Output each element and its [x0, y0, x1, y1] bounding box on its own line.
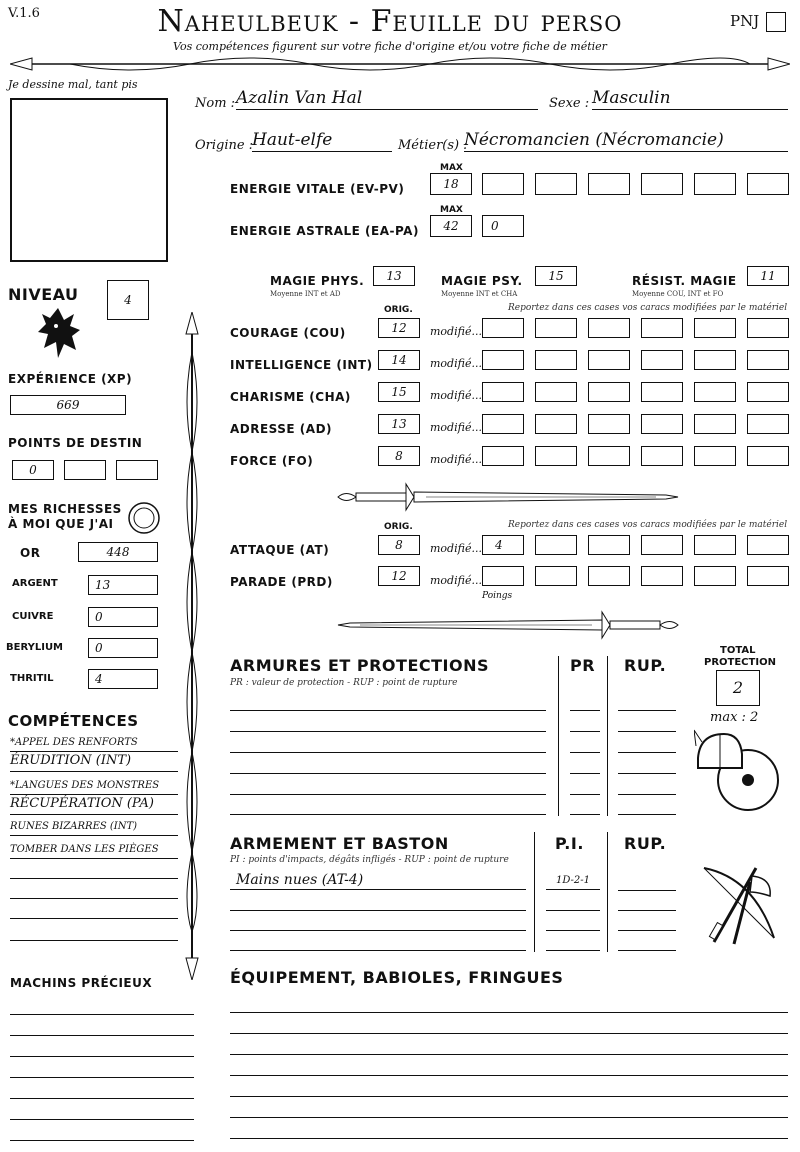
berylium-label: BERYLIUM	[6, 642, 64, 653]
helmet-shield-icon	[694, 728, 780, 814]
weapon-name-line[interactable]	[230, 950, 526, 951]
portrait-caption: Je dessine mal, tant pis	[8, 78, 138, 91]
destin-box[interactable]	[64, 460, 106, 480]
destin-label: POINTS DE DESTIN	[8, 436, 143, 450]
armure-name-line[interactable]	[230, 752, 546, 753]
cuivre-box[interactable]: 0	[88, 607, 158, 627]
carac-mod-box[interactable]	[535, 350, 577, 370]
resist-magie-note: Moyenne COU, INT et FO	[632, 290, 724, 298]
at-orig-box[interactable]: 8	[378, 535, 420, 555]
machin-line[interactable]	[10, 1119, 194, 1120]
nom-label: Nom :	[195, 96, 236, 111]
page-subtitle: Vos compétences figurent sur votre fiche d'origine et/ou votre fiche de métier	[173, 40, 607, 53]
armures-label: ARMURES ET PROTECTIONS	[230, 656, 489, 675]
resist-magie-label: RÉSIST. MAGIE	[632, 274, 737, 288]
ev-box[interactable]	[588, 173, 630, 195]
prd-mod-box[interactable]	[482, 566, 524, 586]
carac-label: COURAGE (COU)	[230, 326, 346, 340]
portrait-box[interactable]	[10, 98, 168, 262]
caracs-orig-label: ORIG.	[384, 305, 413, 315]
armures-divider	[607, 656, 608, 816]
armure-pr-line[interactable]	[570, 814, 600, 815]
niveau-label: NIVEAU	[8, 285, 79, 304]
armure-rup-line[interactable]	[618, 710, 676, 711]
carac-mod-box[interactable]	[588, 350, 630, 370]
poings-label: Poings	[482, 591, 513, 601]
ea-current-box[interactable]: 0	[482, 215, 524, 237]
armure-rup-line[interactable]	[618, 794, 676, 795]
carac-mod-box[interactable]	[535, 318, 577, 338]
ev-max-box[interactable]: 18	[430, 173, 472, 195]
machin-line[interactable]	[10, 1035, 194, 1036]
ev-max-label: MAX	[440, 163, 463, 173]
carac-mod-box[interactable]	[482, 350, 524, 370]
armures-note: PR : valeur de protection - RUP : point de rupture	[230, 678, 458, 688]
carac-orig-box[interactable]: 8	[378, 446, 420, 466]
prd-orig-box[interactable]: 12	[378, 566, 420, 586]
carac-mod-box[interactable]	[641, 446, 683, 466]
carac-mod-box[interactable]	[535, 446, 577, 466]
spear-divider-icon	[10, 52, 790, 80]
equipement-line[interactable]	[230, 1033, 788, 1034]
equipement-line[interactable]	[230, 1117, 788, 1118]
competence-item[interactable]: RÉCUPÉRATION (PA)	[10, 796, 178, 815]
magie-phys-note: Moyenne INT et AD	[270, 290, 341, 298]
armure-rup-line[interactable]	[618, 814, 676, 815]
ev-box[interactable]	[482, 173, 524, 195]
armure-name-line[interactable]	[230, 773, 546, 774]
at-mod-box[interactable]	[694, 535, 736, 555]
prd-mod-box[interactable]	[694, 566, 736, 586]
armures-divider	[558, 656, 559, 816]
competence-item[interactable]: *LANGUES DES MONSTRES	[10, 780, 178, 795]
competence-line[interactable]	[10, 878, 178, 879]
sexe-label: Sexe :	[549, 96, 590, 111]
carac-mod-box[interactable]	[535, 414, 577, 434]
carac-label: FORCE (FO)	[230, 454, 314, 468]
machin-line[interactable]	[10, 1098, 194, 1099]
at-mod-box[interactable]	[535, 535, 577, 555]
ev-box[interactable]	[641, 173, 683, 195]
ea-label: ENERGIE ASTRALE (EA-PA)	[230, 224, 419, 238]
ea-max-label: MAX	[440, 205, 463, 215]
competence-line[interactable]	[10, 898, 178, 899]
richesses-label-2: À MOI QUE J'AI	[8, 517, 114, 531]
ev-box[interactable]	[747, 173, 789, 195]
carac-mod-box[interactable]	[482, 318, 524, 338]
prd-mod-box[interactable]	[747, 566, 789, 586]
weapon-pi-line[interactable]	[546, 930, 600, 931]
carac-mod-box[interactable]	[694, 446, 736, 466]
at-label: ATTAQUE (AT)	[230, 543, 330, 557]
combat-orig-label: ORIG.	[384, 522, 413, 532]
carac-modifie-label: modifié...	[430, 357, 482, 370]
carac-mod-box[interactable]	[747, 382, 789, 402]
carac-modifie-label: modifié...	[430, 421, 482, 434]
carac-mod-box[interactable]	[482, 414, 524, 434]
competence-item[interactable]: ÉRUDITION (INT)	[10, 753, 178, 772]
at-mod-box[interactable]	[588, 535, 630, 555]
thritil-box[interactable]: 4	[88, 669, 158, 689]
armement-divider	[607, 832, 608, 952]
weapons-icon	[694, 858, 784, 950]
caracs-note: Reportez dans ces cases vos caracs modifiées par le matériel	[508, 303, 788, 313]
carac-mod-box[interactable]	[588, 382, 630, 402]
armure-name-line[interactable]	[230, 731, 546, 732]
weapon-pi-line[interactable]	[546, 910, 600, 911]
competence-line[interactable]	[10, 940, 178, 941]
page-title: Naheulbeuk - Feuille du perso	[157, 4, 623, 39]
carac-mod-box[interactable]	[482, 446, 524, 466]
version-label: V.1.6	[8, 6, 40, 21]
armure-pr-line[interactable]	[570, 752, 600, 753]
pnj-checkbox[interactable]	[766, 12, 786, 32]
carac-mod-box[interactable]	[641, 350, 683, 370]
weapon-field[interactable]: Mains nues (AT-4)	[230, 872, 526, 890]
machin-line[interactable]	[10, 1056, 194, 1057]
carac-mod-box[interactable]	[641, 382, 683, 402]
thritil-label: THRITIL	[10, 673, 54, 684]
cuivre-label: CUIVRE	[12, 611, 54, 622]
carac-mod-box[interactable]	[535, 382, 577, 402]
magie-psy-label: MAGIE PSY.	[441, 274, 523, 288]
weapon-name-line[interactable]	[230, 930, 526, 931]
magie-phys-box[interactable]: 13	[373, 266, 415, 286]
niveau-box[interactable]: 4	[107, 280, 149, 320]
armure-name-line[interactable]	[230, 794, 546, 795]
carac-mod-box[interactable]	[482, 382, 524, 402]
carac-mod-box[interactable]	[641, 318, 683, 338]
carac-orig-box[interactable]: 13	[378, 414, 420, 434]
magie-psy-note: Moyenne INT et CHA	[441, 290, 518, 298]
argent-label: ARGENT	[12, 578, 58, 589]
coin-icon	[126, 500, 162, 536]
berylium-box[interactable]: 0	[88, 638, 158, 658]
carac-mod-box[interactable]	[694, 350, 736, 370]
prd-mod-box[interactable]	[641, 566, 683, 586]
armure-rup-line[interactable]	[618, 752, 676, 753]
sexe-field[interactable]: Masculin	[592, 88, 788, 110]
armure-rup-line[interactable]	[618, 731, 676, 732]
carac-mod-box[interactable]	[588, 318, 630, 338]
xp-box[interactable]: 669	[10, 395, 126, 415]
armure-name-line[interactable]	[230, 710, 546, 711]
armure-pr-line[interactable]	[570, 710, 600, 711]
machin-line[interactable]	[10, 1077, 194, 1078]
weapon-rup-field[interactable]	[618, 890, 676, 891]
total-protection-label: TOTAL	[720, 645, 756, 656]
machins-label: MACHINS PRÉCIEUX	[10, 976, 153, 990]
dragon-icon	[32, 304, 84, 362]
armures-rup-label: RUP.	[624, 656, 667, 675]
metier-label: Métier(s) :	[398, 138, 468, 153]
prd-modifie-label: modifié...	[430, 574, 482, 587]
armure-pr-line[interactable]	[570, 794, 600, 795]
carac-mod-box[interactable]	[747, 350, 789, 370]
max-protection-label: max : 2	[710, 710, 759, 725]
armement-divider	[534, 832, 535, 952]
equipement-line[interactable]	[230, 1138, 788, 1139]
at-modifie-label: modifié...	[430, 542, 482, 555]
carac-mod-box[interactable]	[641, 414, 683, 434]
weapon-pi-field[interactable]: 1D-2-1	[546, 872, 600, 890]
carac-mod-box[interactable]	[694, 414, 736, 434]
carac-label: ADRESSE (AD)	[230, 422, 333, 436]
magie-phys-label: MAGIE PHYS.	[270, 274, 365, 288]
carac-label: INTELLIGENCE (INT)	[230, 358, 373, 372]
weapon-rup-line[interactable]	[618, 910, 676, 911]
carac-orig-box[interactable]: 14	[378, 350, 420, 370]
ev-box[interactable]	[535, 173, 577, 195]
carac-mod-box[interactable]	[588, 446, 630, 466]
prd-mod-box[interactable]	[588, 566, 630, 586]
carac-label: CHARISME (CHA)	[230, 390, 351, 404]
equipement-line[interactable]	[230, 1012, 788, 1013]
pr-label: PR	[570, 656, 596, 675]
competence-line[interactable]	[10, 918, 178, 919]
origine-label: Origine :	[195, 138, 254, 153]
pnj-label: PNJ	[730, 12, 760, 30]
carac-mod-box[interactable]	[747, 414, 789, 434]
total-protection-label-2: PROTECTION	[704, 657, 776, 668]
equipement-line[interactable]	[230, 1075, 788, 1076]
richesses-label: MES RICHESSES	[8, 502, 122, 516]
machin-line[interactable]	[10, 1140, 194, 1141]
weapon-rup-line[interactable]	[618, 950, 676, 951]
competence-item[interactable]: *APPEL DES RENFORTS	[10, 737, 178, 752]
weapon-rup-line[interactable]	[618, 930, 676, 931]
armement-rup-label: RUP.	[624, 834, 667, 853]
carac-mod-box[interactable]	[747, 318, 789, 338]
equipement-label: ÉQUIPEMENT, BABIOLES, FRINGUES	[230, 968, 564, 987]
carac-mod-box[interactable]	[747, 446, 789, 466]
ev-box[interactable]	[694, 173, 736, 195]
prd-mod-box[interactable]	[535, 566, 577, 586]
carac-orig-box[interactable]: 12	[378, 318, 420, 338]
carac-orig-box[interactable]: 15	[378, 382, 420, 402]
competence-item[interactable]: TOMBER DANS LES PIÈGES	[10, 844, 178, 859]
at-mod-box[interactable]	[747, 535, 789, 555]
machin-line[interactable]	[10, 1014, 194, 1015]
carac-mod-box[interactable]	[694, 318, 736, 338]
equipement-line[interactable]	[230, 1096, 788, 1097]
sword-icon	[336, 608, 680, 642]
armement-note: PI : points d'impacts, dégâts infligés - RUP : point de rupture	[230, 855, 509, 865]
carac-mod-box[interactable]	[588, 414, 630, 434]
armure-name-line[interactable]	[230, 814, 546, 815]
or-label: OR	[20, 546, 41, 560]
argent-box[interactable]: 13	[88, 575, 158, 595]
destin-box[interactable]: 0	[12, 460, 54, 480]
total-protection-box[interactable]: 2	[716, 670, 760, 706]
metier-field[interactable]: Nécromancien (Nécromancie)	[464, 130, 788, 152]
armure-rup-line[interactable]	[618, 773, 676, 774]
resist-magie-box[interactable]: 11	[747, 266, 789, 286]
armement-label: ARMEMENT ET BASTON	[230, 834, 449, 853]
armure-pr-line[interactable]	[570, 731, 600, 732]
sword-icon	[336, 480, 680, 514]
carac-modifie-label: modifié...	[430, 325, 482, 338]
carac-mod-box[interactable]	[694, 382, 736, 402]
at-mod-box[interactable]: 4	[482, 535, 524, 555]
at-mod-box[interactable]	[641, 535, 683, 555]
carac-modifie-label: modifié...	[430, 453, 482, 466]
ea-max-box[interactable]: 42	[430, 215, 472, 237]
destin-box[interactable]	[116, 460, 158, 480]
origine-field[interactable]: Haut-elfe	[252, 130, 392, 152]
nom-field[interactable]: Azalin Van Hal	[236, 88, 538, 110]
equipement-line[interactable]	[230, 1054, 788, 1055]
or-box[interactable]: 448	[78, 542, 158, 562]
carac-modifie-label: modifié...	[430, 389, 482, 402]
armure-pr-line[interactable]	[570, 773, 600, 774]
weapon-name-line[interactable]	[230, 910, 526, 911]
competences-label: COMPÉTENCES	[8, 712, 139, 730]
prd-label: PARADE (PRD)	[230, 575, 333, 589]
ev-label: ENERGIE VITALE (EV-PV)	[230, 182, 405, 196]
competence-item[interactable]: RUNES BIZARRES (INT)	[10, 821, 178, 836]
combat-note: Reportez dans ces cases vos caracs modifiées par le matériel	[508, 520, 788, 530]
xp-label: EXPÉRIENCE (XP)	[8, 372, 133, 386]
magie-psy-box[interactable]: 15	[535, 266, 577, 286]
weapon-pi-line[interactable]	[546, 950, 600, 951]
vertical-spear-icon	[180, 312, 204, 980]
pi-label: P.I.	[555, 834, 584, 853]
